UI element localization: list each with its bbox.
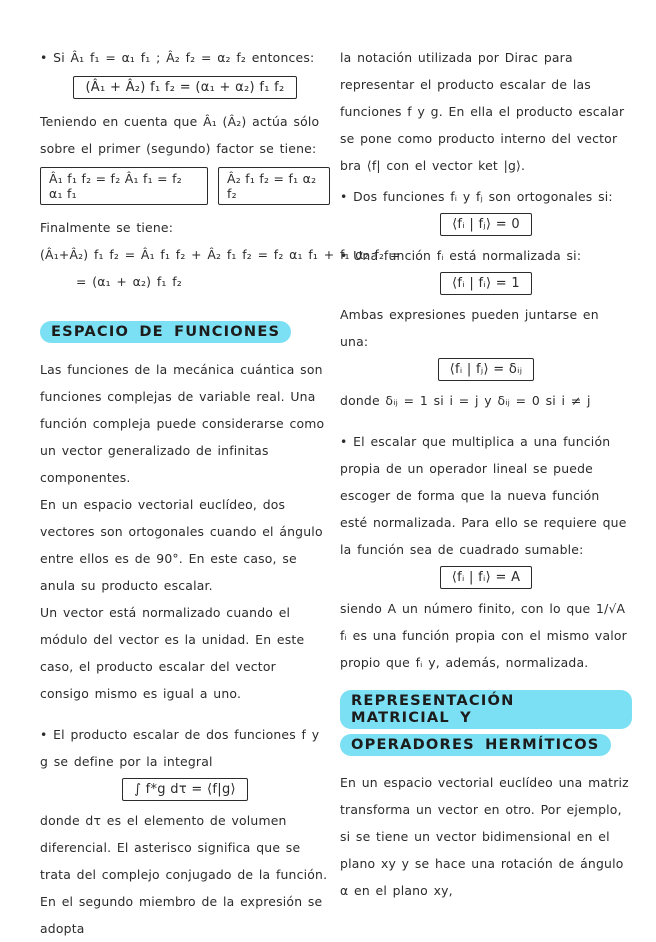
- right-column: [340, 44, 632, 904]
- paragraph-donde-dtau: donde dτ es el elemento de volumen diferencial. El asterisco significa que se trata del complejo conjugado de la función.: [40, 813, 328, 882]
- paragraph-notacion-dirac: la notación utilizada por Dirac para representar el producto escalar de las funciones f y g. En ella el producto escalar se pone como producto interno del vector bra ⟨f| con el vector ket |g⟩.: [340, 50, 625, 173]
- formula-box-integral-bracket: ∫ f*g dτ = ⟨f|g⟩: [122, 778, 248, 801]
- paragraph-siendo-a-finito: siendo A un número finito, con lo que 1/√A fᵢ es una función propia con el mismo valor propio que fᵢ y, además, normalizada.: [340, 601, 627, 670]
- final-formula-line2: = (α₁ + α₂) f₁ f₂: [76, 274, 182, 289]
- paragraph-delta-condiciones: donde δᵢⱼ = 1 si i = j y δᵢⱼ = 0 si i ≠ j: [340, 393, 591, 408]
- bullet-funcion-normalizada: • Una función fᵢ está normalizada si:: [340, 248, 582, 263]
- formula-row-integral: [40, 778, 330, 801]
- formula-box-operator-a2: Â₂ f₁ f₂ = f₁ α₂ f₂: [218, 167, 330, 205]
- label-finalmente: Finalmente se tiene:: [40, 220, 174, 235]
- final-formula-line1: (Â₁+Â₂) f₁ f₂ = Â₁ f₁ f₂ + Â₂ f₁ f₂ = f₂ α₁ f₁ + f₁ α₂ f₂ =: [40, 247, 401, 262]
- left-column: [40, 44, 401, 942]
- formula-box-kronecker-delta: ⟨fᵢ | fⱼ⟩ = δᵢⱼ: [438, 358, 535, 381]
- formula-row-operator-action: [40, 167, 330, 205]
- formula-box-normalizada: ⟨fᵢ | fᵢ⟩ = 1: [440, 272, 532, 295]
- bullet-funciones-ortogonales: • Dos funciones fᵢ y fⱼ son ortogonales si:: [340, 189, 613, 204]
- formula-box-sum-operators: (Â₁ + Â₂) f₁ f₂ = (α₁ + α₂) f₁ f₂: [73, 76, 296, 99]
- formula-row-sum-operators: [40, 76, 330, 99]
- section-heading-operadores-hermiticos: OPERADORES HERMÍTICOS: [340, 734, 611, 756]
- section-heading-espacio-wrap: [40, 321, 330, 348]
- formula-row-ortogonales: [340, 213, 632, 236]
- section-heading-representacion-matricial: REPRESENTACIÓN MATRICIAL Y: [340, 690, 632, 729]
- paragraph-espacio-euclideo-ortogonales: En un espacio vectorial euclídeo, dos vectores son ortogonales cuando el ángulo entre ellos es de 90°. En este caso, se anula su producto escalar.: [40, 497, 323, 593]
- section-heading-espacio-de-funciones: ESPACIO DE FUNCIONES: [40, 321, 291, 343]
- formula-row-cuadrado-sumable: [340, 566, 632, 589]
- formula-row-normalizada: [340, 272, 632, 295]
- bullet-producto-escalar-definicion: • El producto escalar de dos funciones f y g se define por la integral: [40, 727, 320, 769]
- paragraph-teniendo-en-cuenta: Teniendo en cuenta que Â₁ (Â₂) actúa sólo sobre el primer (segundo) factor se tiene:: [40, 114, 320, 156]
- paragraph-matriz-transforma-vector: En un espacio vectorial euclídeo una matriz transforma un vector en otro. Por ejemplo, si se tiene un vector bidimensional en el plano xy y se hace una rotación de ángulo α en el plano xy,: [340, 775, 629, 898]
- paragraph-ambas-expresiones: Ambas expresiones pueden juntarse en una:: [340, 307, 599, 349]
- bullet-escalar-multiplica: • El escalar que multiplica a una función propia de un operador lineal se puede escoger de forma que la nueva función esté normalizada. Para ello se requiere que la función sea de cuadrado sumable:: [340, 434, 627, 557]
- paragraph-segundo-miembro: En el segundo miembro de la expresión se adopta: [40, 894, 323, 936]
- formula-box-cuadrado-sumable: ⟨fᵢ | fᵢ⟩ = A: [440, 566, 533, 589]
- paragraph-funciones-mecanica-cuantica: Las funciones de la mecánica cuántica son funciones complejas de variable real. Una función compleja puede considerarse como un vector generalizado de infinitas componentes.: [40, 362, 325, 485]
- formula-box-ortogonales: ⟨fᵢ | fⱼ⟩ = 0: [440, 213, 532, 236]
- paragraph-vector-normalizado: Un vector está normalizado cuando el módulo del vector es la unidad. En este caso, el producto escalar del vector consigo mismo es igual a uno.: [40, 605, 305, 701]
- formula-row-kronecker-delta: [340, 358, 632, 381]
- formula-box-operator-a1: Â₁ f₁ f₂ = f₂ Â₁ f₁ = f₂ α₁ f₁: [40, 167, 208, 205]
- section-heading-representacion-wrap: [340, 690, 632, 761]
- intro-bullet-eigenvalue-conditions: • Si Â₁ f₁ = α₁ f₁ ; Â₂ f₂ = α₂ f₂ entonces:: [40, 50, 315, 65]
